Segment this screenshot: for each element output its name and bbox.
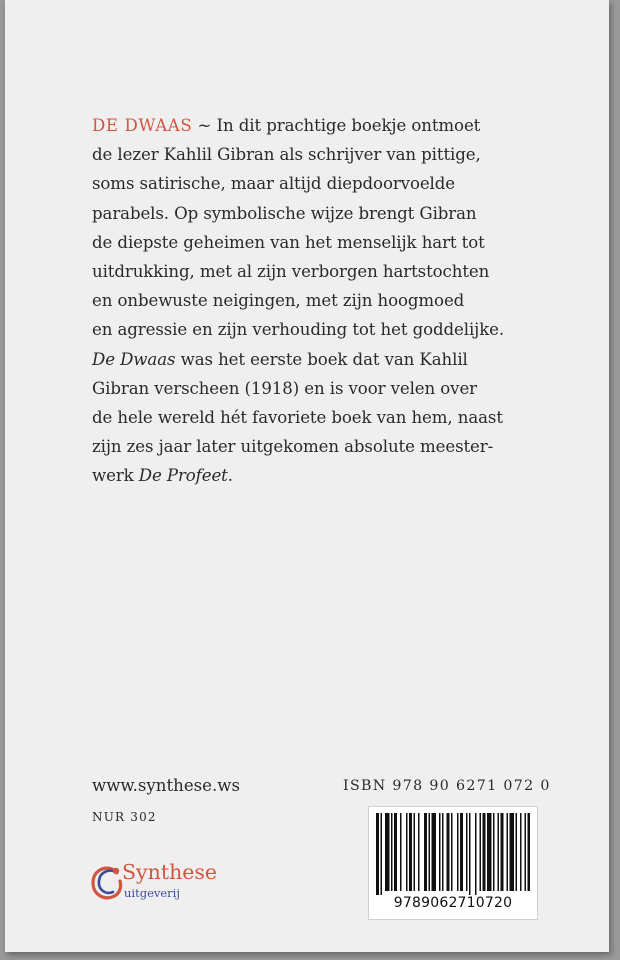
barcode-bar: [432, 813, 437, 891]
nur-code: NUR 302: [92, 810, 157, 824]
barcode-bars: [376, 813, 530, 895]
barcode-bar: [394, 813, 397, 891]
barcode-bar: [391, 813, 393, 891]
blurb-line-text: werk: [92, 466, 139, 486]
barcode-bar: [507, 813, 509, 891]
blurb-line-text: was het eerste boek dat van Kahlil: [175, 349, 468, 369]
blurb-text: [92, 111, 562, 491]
blurb-line: [92, 461, 562, 490]
barcode-bar: [457, 813, 459, 891]
barcode-bar: [429, 813, 431, 891]
blurb-line: soms satirische, maar altijd diepdoorvoelde: [92, 174, 456, 194]
blurb-line: Gibran verscheen (1918) en is voor velen over: [92, 378, 477, 398]
title-separator: ~: [192, 116, 217, 135]
barcode: [368, 806, 538, 920]
blurb-line: uitdrukking, met al zijn verborgen hartstochten: [92, 262, 490, 282]
barcode-bar: [480, 813, 482, 891]
barcode-bar: [510, 813, 515, 891]
barcode-bar: [525, 813, 527, 891]
isbn-text: ISBN 978 90 6271 072 0: [343, 778, 551, 794]
barcode-bar: [447, 813, 450, 891]
barcode-bar: [516, 813, 518, 891]
other-book-title-italic: De Profeet: [138, 466, 228, 486]
blurb-line: [92, 111, 562, 140]
barcode-bar: [406, 813, 408, 891]
barcode-bar: [424, 813, 427, 891]
barcode-bar: [460, 813, 463, 891]
synthese-swirl-icon: [90, 862, 124, 902]
blurb-line-end: .: [227, 466, 233, 486]
blurb-line: de lezer Kahlil Gibran als schrijver van pittige,: [92, 145, 481, 165]
barcode-bar: [418, 813, 420, 891]
blurb-line-text: In dit prachtige boekje ontmoet: [216, 116, 481, 135]
barcode-bar: [487, 813, 492, 891]
barcode-bar: [439, 813, 441, 891]
barcode-bar: [442, 813, 444, 891]
barcode-digits: 9789062710720: [393, 895, 513, 911]
barcode-bar: [520, 813, 522, 891]
barcode-bar: [466, 813, 468, 891]
logo-name: Synthese: [122, 860, 218, 884]
book-title-italic: De Dwaas: [92, 349, 176, 369]
book-back-cover: [5, 0, 609, 952]
barcode-bar: [376, 813, 379, 895]
blurb-line: en onbewuste neigingen, met zijn hoogmoed: [92, 291, 465, 311]
blurb-line: zijn zes jaar later uitgekomen absolute meester-: [92, 437, 494, 457]
barcode-bar: [469, 813, 471, 895]
barcode-bar: [501, 813, 504, 891]
barcode-bar: [451, 813, 453, 891]
publisher-website[interactable]: www.synthese.ws: [92, 776, 240, 795]
blurb-line: parabels. Op symbolische wijze brengt Gibran: [92, 203, 477, 223]
book-title: DE DWAAS: [92, 116, 193, 135]
barcode-bar: [381, 813, 383, 895]
barcode-bar: [400, 813, 402, 891]
blurb-line: en agressie en zijn verhouding tot het goddelijke.: [92, 320, 505, 340]
blurb-line: [92, 345, 562, 374]
blurb-line: de diepste geheimen van het menselijk hart tot: [92, 232, 485, 252]
barcode-bar: [498, 813, 500, 891]
barcode-bar: [475, 813, 477, 895]
barcode-bar: [528, 813, 531, 891]
barcode-bar: [414, 813, 416, 891]
barcode-bar: [409, 813, 412, 891]
logo-subtitle: uitgeverij: [124, 886, 180, 900]
barcode-bar: [483, 813, 486, 891]
barcode-bar: [493, 813, 495, 891]
blurb-line: de hele wereld hét favoriete boek van hem, naast: [92, 408, 503, 428]
publisher-logo: [90, 856, 270, 906]
barcode-bar: [385, 813, 390, 891]
